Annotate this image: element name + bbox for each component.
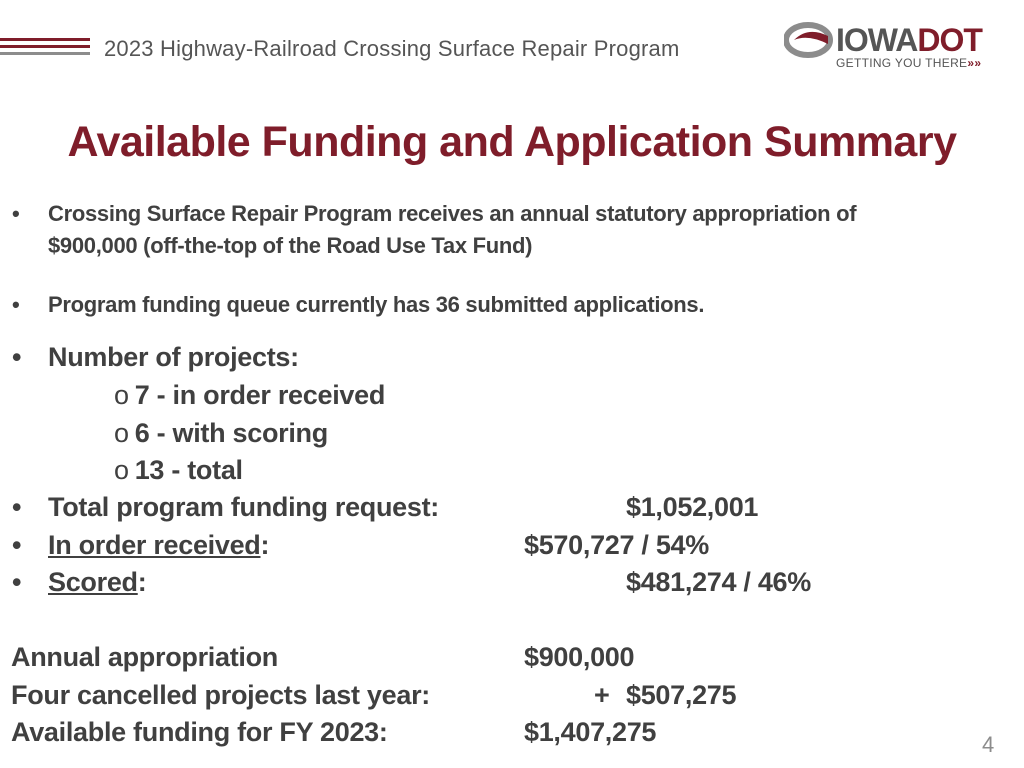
sub-item-text: 13 - total [134,455,243,485]
logo-word-iowa: IOWA [836,22,918,58]
bullet-marker: • [12,342,22,372]
bullet-queue: Program funding queue currently has 36 submitted applications. [48,292,705,317]
iowa-dot-logo-mark-icon [784,22,834,58]
sub-item [114,418,328,449]
funding-row-label-text: In order received [48,530,261,560]
bullet-appropriation-line1: Crossing Surface Repair Program receives an annual statutory appropriation of [48,201,857,226]
funding-row-label-suffix: : [260,530,270,560]
logo-tagline-text: GETTING YOU THERE [836,56,968,70]
header-title: 2023 Highway-Railroad Crossing Surface Repair Program [104,36,680,61]
summary-row-label: Annual appropriation [11,642,278,672]
funding-row-value: $570,727 / 54% [524,530,709,560]
summary-row-label: Available funding for FY 2023: [11,717,388,747]
sub-item-text: 7 - in order received [134,380,386,410]
circle-bullet-icon: o [114,380,129,410]
logo-tagline [836,56,981,70]
bullet-number-of-projects: Number of projects: [48,342,299,372]
header-stripes [0,38,90,59]
logo-wordmark [836,20,982,60]
bullet-marker: • [12,567,22,597]
funding-row-value: $1,052,001 [626,492,759,522]
bullet-marker: • [12,530,22,560]
bullet-appropriation-line2: $900,000 (off-the-top of the Road Use Tax Fund) [48,233,533,258]
funding-row-label-text: Scored [48,567,138,597]
funding-row-label: Total program funding request: [48,492,439,522]
header-stripe [0,52,90,55]
circle-bullet-icon: o [114,455,129,485]
slide-title: Available Funding and Application Summary [67,118,957,166]
summary-row-value: $900,000 [524,642,635,672]
bullet-marker: • [12,492,22,522]
funding-row-label-suffix: : [137,567,147,597]
summary-row-value: $1,407,275 [524,717,657,747]
summary-row-value: $507,275 [626,680,737,710]
summary-row-prefix: + [594,680,610,710]
iowa-dot-logo [784,20,1004,78]
funding-row-label [48,567,146,598]
sub-item [114,455,243,486]
header-stripe [0,45,90,48]
summary-row-label: Four cancelled projects last year: [11,680,430,710]
chevrons-icon: »» [967,56,982,70]
page-number: 4 [982,732,995,757]
bullet-marker: • [12,201,20,226]
logo-word-dot: DOT [917,22,982,58]
funding-row-value: $481,274 / 46% [626,567,811,597]
funding-row-label [48,530,269,561]
sub-item-text: 6 - with scoring [134,418,328,448]
sub-item [114,380,385,411]
header-stripe [0,38,90,41]
circle-bullet-icon: o [114,418,129,448]
bullet-marker: • [12,292,20,317]
